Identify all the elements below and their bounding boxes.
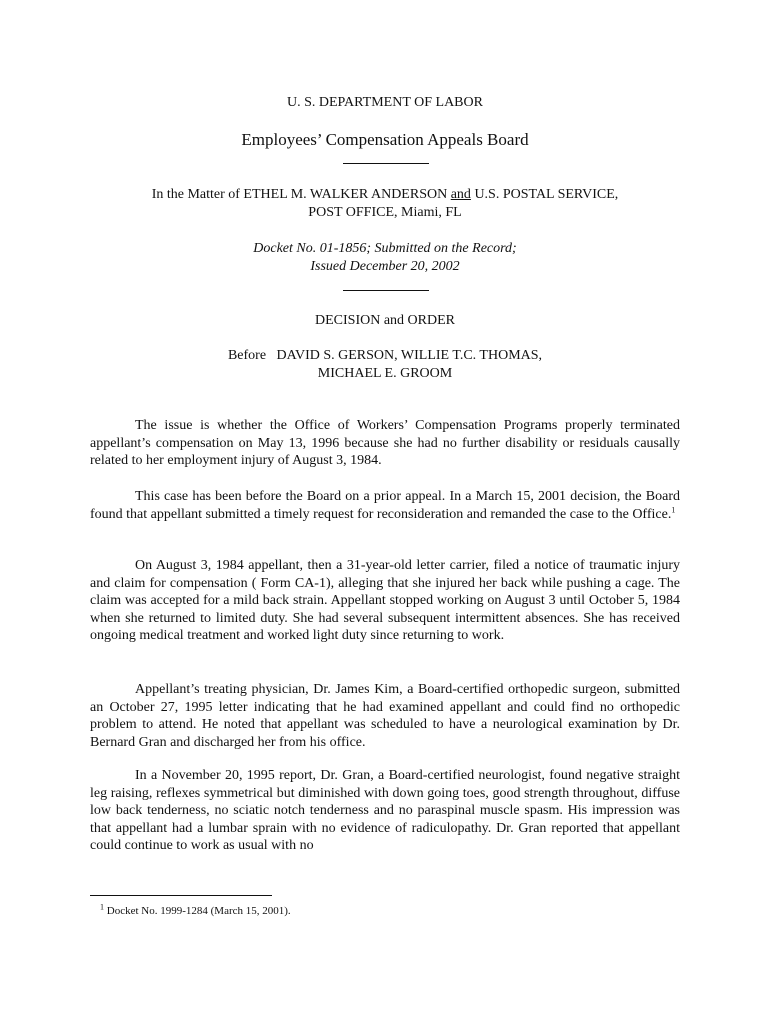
paragraph-3 (90, 557, 680, 645)
paragraph-text: In a November 20, 1995 report, Dr. Gran, a Board-certified neurologist, found negative straight leg raising, reflexes symmetrical but diminished with down going toes, good strength throughout, diffuse low back tenderness, no sciatic notch tenderness and no paraspinal muscle spasm. His impression was that appellant had a lumbar sprain with no evidence of radiculopathy. Dr. Gran reported that appellant could continue to work as usual with no (90, 768, 680, 854)
matter-party2: U.S. POSTAL SERVICE, (474, 187, 619, 202)
paragraph-text: On August 3, 1984 appellant, then a 31-year-old letter carrier, filed a notice of traumatic injury and claim for compensation ( Form CA-1), alleging that she injured her back while pushing a cage. The claim was accepted for a mild back strain. Appellant stopped working on August 3 until October 5, 1984 when she returned to limited duty. She had several subsequent intermittent absences. She has received ongoing medical treatment and worked light duty since returning to work. (90, 558, 680, 644)
paragraph-text: The issue is whether the Office of Workers’ Compensation Programs properly terminated appellant’s compensation on May 13, 1996 because she had no further disability or residuals causally related to her employment injury of August 3, 1984. (90, 418, 680, 469)
docket-divider (343, 290, 429, 291)
agency-heading: U. S. DEPARTMENT OF LABOR (287, 95, 483, 110)
decision-title: DECISION and ORDER (315, 313, 455, 328)
footnote-number: 1 (100, 902, 104, 912)
paragraph-1 (90, 417, 680, 470)
footnote-text: Docket No. 1999-1284 (March 15, 2001). (106, 905, 291, 917)
before-line-1 (0, 347, 770, 365)
paragraph-5 (90, 767, 680, 855)
paragraph-text: This case has been before the Board on a prior appeal. In a March 15, 2001 decision, the Board found that appellant submitted a timely request for reconsideration and remanded the case to the Office. (90, 489, 680, 522)
paragraph-4 (90, 681, 680, 751)
matter-line-2: POST OFFICE, Miami, FL (308, 205, 462, 220)
docket-line-1: Docket No. 01-1856; Submitted on the Record; (253, 241, 517, 256)
title-divider (343, 163, 429, 164)
before-label: Before (227, 348, 267, 363)
judges-line-2: MICHAEL E. GROOM (317, 366, 453, 381)
matter-and: and (450, 187, 471, 202)
judges-line-1: DAVID S. GERSON, WILLIE T.C. THOMAS, (276, 348, 543, 363)
footnote (100, 904, 291, 918)
matter-line-1 (0, 186, 770, 204)
matter-prefix: In the Matter of ETHEL M. WALKER ANDERSON (151, 187, 448, 202)
footnote-ref: 1 (671, 504, 676, 514)
paragraph-text: Appellant’s treating physician, Dr. James Kim, a Board-certified orthopedic surgeon, submitted an October 27, 1995 letter indicating that he had examined appellant and could find no orthopedic problem to attend. He noted that appellant was scheduled to have a neurological examination by Dr. Bernard Gran and discharged her from his office. (90, 682, 680, 750)
docket-line-2: Issued December 20, 2002 (310, 259, 460, 274)
board-title: Employees’ Compensation Appeals Board (241, 130, 529, 149)
footnote-divider (90, 895, 272, 896)
paragraph-2 (90, 488, 680, 523)
